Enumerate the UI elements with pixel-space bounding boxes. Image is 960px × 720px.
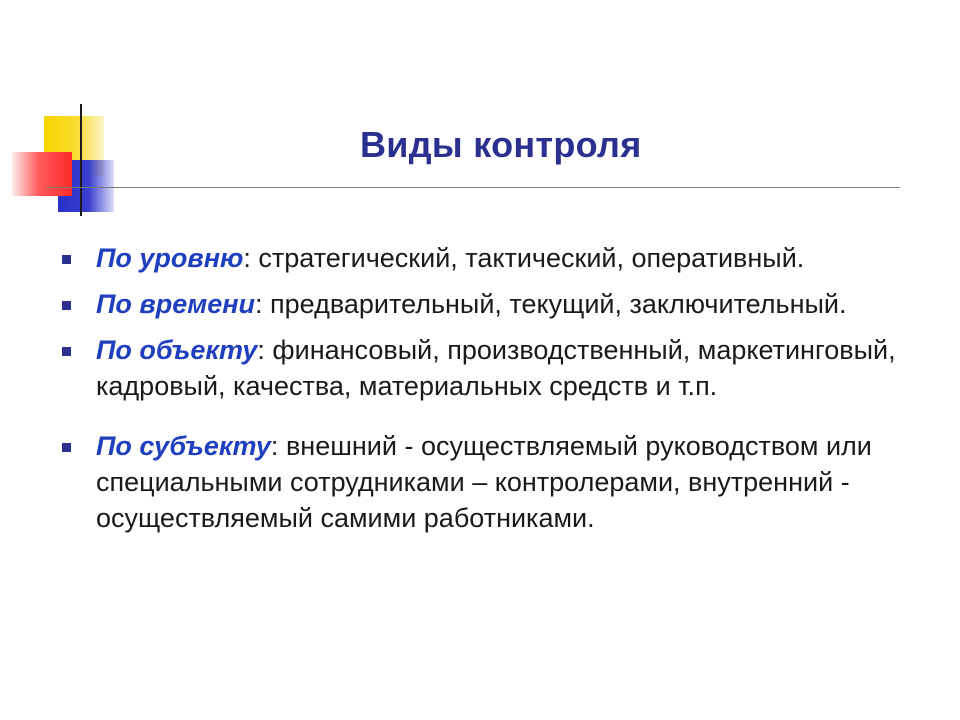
item-separator: :	[243, 243, 251, 273]
item-separator: :	[255, 289, 263, 319]
list-item	[62, 240, 922, 276]
item-text: внешний - осуществляемый руководством или специальными сотрудниками – контролерами, внутренний - осуществляемый самими работниками.	[96, 431, 872, 533]
item-text: финансовый, производственный, маркетинговый, кадровый, качества, материальных средств и т.п.	[96, 335, 896, 401]
vertical-divider	[80, 104, 82, 216]
yellow-square-shape	[44, 116, 104, 176]
item-text: стратегический, тактический, оперативный.	[250, 243, 805, 273]
list-item	[62, 286, 922, 322]
square-bullet-icon	[62, 443, 71, 452]
item-term: По субъекту	[96, 431, 271, 461]
blue-square-shape	[58, 160, 114, 212]
title-underline	[46, 187, 900, 188]
item-term: По уровню	[96, 243, 244, 273]
slide-title: Виды контроля	[360, 124, 642, 165]
item-separator: :	[270, 431, 279, 461]
item-separator: :	[257, 335, 265, 365]
square-bullet-icon	[62, 301, 71, 310]
list-item	[62, 428, 922, 536]
item-term: По объекту	[96, 335, 258, 365]
item-text: предварительный, текущий, заключительный.	[262, 289, 847, 319]
red-square-shape	[12, 152, 72, 196]
square-bullet-icon	[62, 347, 71, 356]
list-item	[62, 332, 922, 404]
square-bullet-icon	[62, 255, 71, 264]
bullet-list	[62, 240, 922, 536]
item-term: По времени	[96, 289, 256, 319]
